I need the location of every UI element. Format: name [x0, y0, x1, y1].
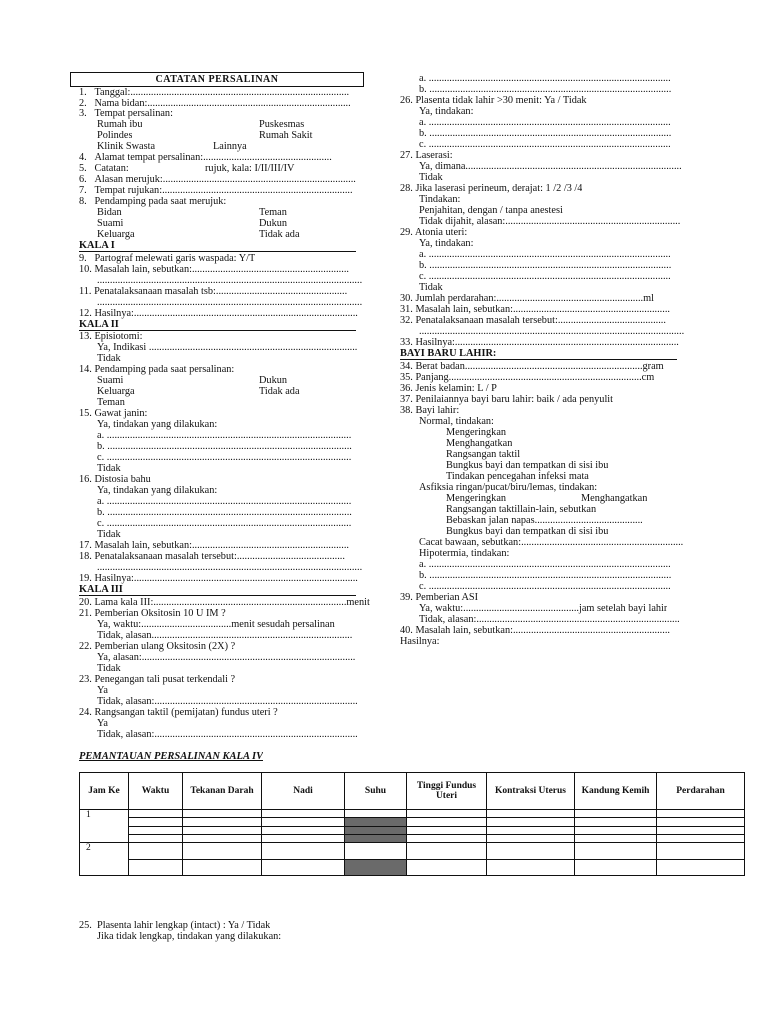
field-line-b[interactable]: b. ...............................................................................................: [97, 441, 352, 452]
option-dukun[interactable]: Dukun: [259, 375, 288, 386]
shaded-cell: [345, 859, 407, 876]
option-penjahitan[interactable]: Penjahitan, dengan / tanpa anestesi: [419, 205, 563, 216]
table-cell[interactable]: [487, 810, 575, 818]
field-alasan[interactable]: Ya, alasan:...................................................................................: [97, 652, 356, 663]
option-rumah-sakit[interactable]: Rumah Sakit: [259, 130, 313, 141]
jam-cell-2: 2: [80, 843, 129, 876]
field-alasan[interactable]: Tidak, alasan:...............................................................................: [97, 729, 358, 740]
option-ya[interactable]: Ya: [97, 685, 108, 696]
col-jam-ke: Jam Ke: [80, 773, 129, 810]
field-masalah-lain-4[interactable]: 40. Masalah lain, sebutkan:.............................................................: [400, 625, 670, 636]
section-kala-3: KALA III: [79, 584, 123, 595]
table-cell[interactable]: [183, 810, 262, 818]
table-cell[interactable]: [657, 818, 745, 826]
table-cell[interactable]: [262, 859, 345, 876]
option-normal[interactable]: Normal, tindakan:: [419, 416, 494, 427]
field-tempat-rujukan[interactable]: 7. Tempat rujukan:..........................................................................: [79, 185, 353, 196]
option-rangsangan-taktil-lain[interactable]: Rangsangan taktillain-lain, sebutkan: [446, 504, 597, 515]
table-cell[interactable]: [183, 826, 262, 834]
table-row: [80, 859, 745, 876]
table-cell[interactable]: [183, 843, 262, 860]
field-hipotermia: Hipotermia, tindakan:: [419, 548, 510, 559]
field-partograf[interactable]: 9. Partograf melewati garis waspada: Y/T: [79, 253, 256, 264]
field-line-a[interactable]: a. ...............................................................................................: [97, 496, 352, 507]
field-penatalaksanaan-1[interactable]: 11. Penatalaksanaan masalah tsb:...................................................: [79, 286, 348, 297]
field-line[interactable]: .......................................................................................................: [97, 275, 363, 286]
option-tidak[interactable]: Tidak: [97, 463, 121, 474]
table-cell[interactable]: [262, 818, 345, 826]
field-penatalaksanaan-2[interactable]: 18. Penatalaksanaan masalah tersebut:..........................................: [79, 551, 345, 562]
table-cell[interactable]: [657, 834, 745, 842]
option-tidak[interactable]: Tidak: [97, 663, 121, 674]
field-line[interactable]: .......................................................................................................: [419, 326, 685, 337]
option-keluarga[interactable]: Keluarga: [97, 229, 135, 240]
option-mengeringkan[interactable]: Mengeringkan: [446, 427, 507, 438]
table-cell[interactable]: [345, 810, 407, 818]
field-gawat-janin: 15. Gawat janin:: [79, 408, 148, 419]
field-tindakan: Ya, tindakan:: [419, 106, 474, 117]
table-cell[interactable]: [129, 818, 183, 826]
kala4-title: PEMANTAUAN PERSALINAN KALA IV: [79, 751, 264, 762]
table-cell[interactable]: [262, 826, 345, 834]
option-tidak-ada[interactable]: Tidak ada: [259, 229, 300, 240]
col-suhu: Suhu: [345, 773, 407, 810]
field-alasan[interactable]: Tidak, alasan:...............................................................................: [419, 614, 680, 625]
table-cell[interactable]: [262, 843, 345, 860]
option-puskesmas[interactable]: Puskesmas: [259, 119, 305, 130]
field-line[interactable]: .......................................................................................................: [97, 562, 363, 573]
field-rangsangan-taktil: 24. Rangsangan taktil (pemijatan) fundus uteri ?: [79, 707, 278, 718]
field-oksitosin-ulang: 22. Pemberian ulang Oksitosin (2X) ?: [79, 641, 236, 652]
option-klinik-swasta[interactable]: Klinik Swasta: [97, 141, 156, 152]
field-berat-badan[interactable]: 34. Berat badan.....................................................................gram: [400, 361, 664, 372]
shaded-cell: [345, 818, 407, 826]
field-nama-bidan[interactable]: 2. Nama bidan:...............................................................................: [79, 98, 351, 109]
field-masalah-lain-2[interactable]: 17. Masalah lain, sebutkan:.............................................................: [79, 540, 349, 551]
section-kala-2: KALA II: [79, 319, 119, 330]
field-hasilnya-2[interactable]: 19. Hasilnya:.......................................................................................: [79, 573, 358, 584]
col-kandung-kemih: Kandung Kemih: [575, 773, 657, 810]
option-asfiksia[interactable]: Asfiksia ringan/pucat/biru/lemas, tindakan:: [419, 482, 598, 493]
field-oksitosin: 21. Pemberian Oksitosin 10 U IM ?: [79, 608, 226, 619]
field-hasilnya-1[interactable]: 12. Hasilnya:.......................................................................................: [79, 308, 358, 319]
option-pencegahan-infeksi[interactable]: Tindakan pencegahan infeksi mata: [446, 471, 589, 482]
table-cell[interactable]: [487, 826, 575, 834]
table-cell[interactable]: [487, 834, 575, 842]
field-pendamping-merujuk: 8. Pendamping pada saat merujuk:: [79, 196, 227, 207]
option-tidak[interactable]: Tidak: [419, 172, 443, 183]
option-rumah-ibu[interactable]: Rumah ibu: [97, 119, 143, 130]
option-bungkus-bayi[interactable]: Bungkus bayi dan tempatkan di sisi ibu: [446, 526, 609, 537]
field-tindakan: Ya, tindakan yang dilakukan:: [97, 485, 218, 496]
field-line-b[interactable]: b. ..............................................................................................: [419, 128, 672, 139]
kala4-table: [79, 772, 745, 876]
field-alamat[interactable]: 4. Alamat tempat persalinan:..................................................: [79, 152, 332, 163]
field-tali-pusat: 23. Penegangan tali pusat terkendali ?: [79, 674, 236, 685]
option-tidak[interactable]: Tidak: [419, 282, 443, 293]
field-alasan-merujuk[interactable]: 6. Alasan merujuk:...........................................................................: [79, 174, 356, 185]
field-bayi-lahir: 38. Bayi lahir:: [400, 405, 460, 416]
field-alasan[interactable]: Tidak, alasan:...............................................................................: [97, 696, 358, 707]
field-tindakan: Ya, tindakan:: [419, 238, 474, 249]
table-cell[interactable]: [407, 843, 487, 860]
field-tindakan: Ya, tindakan yang dilakukan:: [97, 419, 218, 430]
field-line-b[interactable]: b. ..............................................................................................: [419, 570, 672, 581]
jam-cell-1: 1: [80, 810, 129, 843]
field-penatalaksanaan-3[interactable]: 32. Penatalaksanaan masalah tersebut:..........................................: [400, 315, 666, 326]
table-row: [80, 826, 745, 834]
field-tindakan-tidak-lengkap[interactable]: Jika tidak lengkap, tindakan yang dilakukan:: [97, 931, 282, 942]
field-episiotomi: 13. Episiotomi:: [79, 331, 143, 342]
field-line-c[interactable]: c. ..............................................................................................: [419, 271, 671, 282]
table-cell[interactable]: [262, 810, 345, 818]
table-cell[interactable]: [183, 859, 262, 876]
table-cell[interactable]: [129, 810, 183, 818]
table-cell[interactable]: [657, 826, 745, 834]
table-cell[interactable]: [575, 810, 657, 818]
table-cell[interactable]: [487, 818, 575, 826]
option-polindes[interactable]: Polindes: [97, 130, 133, 141]
table-cell[interactable]: [575, 834, 657, 842]
form-title-box: [70, 72, 364, 87]
divider: [400, 359, 677, 360]
col-kontraksi: Kontraksi Uterus: [487, 773, 575, 810]
table-cell[interactable]: [657, 843, 745, 860]
option-keluarga[interactable]: Keluarga: [97, 386, 135, 397]
field-alasan[interactable]: Tidak, alasan..............................................................................: [97, 630, 353, 641]
table-cell[interactable]: [575, 859, 657, 876]
table-cell[interactable]: [407, 826, 487, 834]
field-catatan: 5. Catatan:: [79, 163, 129, 174]
field-indikasi[interactable]: Ya, Indikasi .................................................................................: [97, 342, 358, 353]
option-tidak[interactable]: Tidak: [97, 529, 121, 540]
shaded-cell: [345, 834, 407, 842]
field-plasenta-lengkap[interactable]: 25. Plasenta lahir lengkap (intact) : Ya / Tidak: [79, 920, 271, 931]
option-tidak-ada[interactable]: Tidak ada: [259, 386, 300, 397]
table-cell[interactable]: [129, 859, 183, 876]
field-line-c[interactable]: c. ...............................................................................................: [97, 452, 352, 463]
table-cell[interactable]: [575, 818, 657, 826]
col-waktu: Waktu: [129, 773, 183, 810]
field-lama-kala-3[interactable]: 20. Lama kala III:...........................................................................menit: [79, 597, 370, 608]
table-cell[interactable]: [487, 843, 575, 860]
field-tindakan: Tindakan:: [419, 194, 461, 205]
option-suami[interactable]: Suami: [97, 375, 124, 386]
option-teman[interactable]: Teman: [259, 207, 287, 218]
field-atonia-uteri: 29. Atonia uteri:: [400, 227, 468, 238]
field-plasenta-tidak-lahir[interactable]: 26. Plasenta tidak lahir >30 menit: Ya / Tidak: [400, 95, 587, 106]
shaded-cell: [345, 826, 407, 834]
field-line-b[interactable]: b. ...............................................................................................: [97, 507, 352, 518]
col-tinggi-fundus: Tinggi Fundus Uteri: [407, 773, 487, 810]
table-cell[interactable]: [262, 834, 345, 842]
table-row: [80, 834, 745, 842]
table-row: [80, 843, 745, 860]
table-cell[interactable]: [575, 826, 657, 834]
option-rangsangan-taktil[interactable]: Rangsangan taktil: [446, 449, 521, 460]
option-bebaskan-jalan-napas[interactable]: Bebaskan jalan napas..........................................: [446, 515, 643, 526]
field-masalah-lain-1[interactable]: 10. Masalah lain, sebutkan:.............................................................: [79, 264, 349, 275]
col-nadi: Nadi: [262, 773, 345, 810]
field-line-c[interactable]: c. ..............................................................................................: [419, 139, 671, 150]
field-line-c[interactable]: c. ...............................................................................................: [97, 518, 352, 529]
field-rujuk-kala[interactable]: rujuk, kala: I/II/III/IV: [205, 163, 295, 174]
option-suami[interactable]: Suami: [97, 218, 124, 229]
field-line-a[interactable]: a. ..............................................................................................: [419, 117, 671, 128]
field-line-a[interactable]: a. ...............................................................................................: [97, 430, 352, 441]
table-cell[interactable]: [575, 843, 657, 860]
table-cell[interactable]: [183, 818, 262, 826]
divider: [79, 251, 356, 252]
table-cell[interactable]: [129, 843, 183, 860]
table-cell[interactable]: [129, 834, 183, 842]
field-tidak-dijahit[interactable]: Tidak dijahit, alasan:....................................................................: [419, 216, 681, 227]
table-cell[interactable]: [407, 810, 487, 818]
option-ya[interactable]: Ya: [97, 718, 108, 729]
field-penilaian[interactable]: 37. Penilaiannya bayi baru lahir: baik / ada penyulit: [400, 394, 614, 405]
section-kala-1: KALA I: [79, 240, 115, 251]
table-cell[interactable]: [129, 826, 183, 834]
field-dimana[interactable]: Ya, dimana....................................................................................: [419, 161, 682, 172]
field-line-b[interactable]: b. ..............................................................................................: [419, 84, 672, 95]
form-title: CATATAN PERSALINAN: [155, 74, 279, 85]
col-tekanan-darah: Tekanan Darah: [183, 773, 262, 810]
field-hasilnya-3[interactable]: 33. Hasilnya:.......................................................................................: [400, 337, 679, 348]
field-pemberian-asi: 39. Pemberian ASI: [400, 592, 479, 603]
table-cell[interactable]: [657, 859, 745, 876]
option-menghangatkan[interactable]: Menghangatkan: [446, 438, 513, 449]
field-masalah-lain-3[interactable]: 31. Masalah lain, sebutkan:.............................................................: [400, 304, 670, 315]
table-cell[interactable]: [657, 810, 745, 818]
table-cell[interactable]: [407, 834, 487, 842]
field-pendamping-persalinan: 14. Pendamping pada saat persalinan:: [79, 364, 235, 375]
divider: [79, 595, 356, 596]
field-tempat-persalinan: 3. Tempat persalinan:: [79, 108, 173, 119]
option-bungkus-bayi[interactable]: Bungkus bayi dan tempatkan di sisi ibu: [446, 460, 609, 471]
option-lainnya[interactable]: Lainnya: [213, 141, 247, 152]
field-jenis-kelamin[interactable]: 36. Jenis kelamin: L / P: [400, 383, 497, 394]
field-line-a[interactable]: a. ..............................................................................................: [419, 559, 671, 570]
section-bayi-baru-lahir: BAYI BARU LAHIR:: [400, 348, 497, 359]
table-row: [80, 818, 745, 826]
field-panjang[interactable]: 35. Panjang...........................................................................cm: [400, 372, 655, 383]
col-perdarahan: Perdarahan: [657, 773, 745, 810]
table-cell[interactable]: [345, 843, 407, 860]
option-bidan[interactable]: Bidan: [97, 207, 122, 218]
field-cacat-bawaan[interactable]: Cacat bawaan, sebutkan:...............................................................: [419, 537, 684, 548]
option-dukun[interactable]: Dukun: [259, 218, 288, 229]
table-cell[interactable]: [487, 859, 575, 876]
table-cell[interactable]: [407, 818, 487, 826]
option-teman[interactable]: Teman: [97, 397, 125, 408]
field-line-b[interactable]: b. ..............................................................................................: [419, 260, 672, 271]
field-waktu-asi[interactable]: Ya, waktu:.............................................jam setelah bayi lahir: [419, 603, 668, 614]
field-hasilnya-4[interactable]: Hasilnya:: [400, 636, 440, 647]
table-cell[interactable]: [407, 859, 487, 876]
field-line-c[interactable]: c. ..............................................................................................: [419, 581, 671, 592]
field-waktu-oksitosin[interactable]: Ya, waktu:...................................menit sesudah persalinan: [97, 619, 335, 630]
table-cell[interactable]: [183, 834, 262, 842]
field-jumlah-perdarahan[interactable]: 30. Jumlah perdarahan:.........................................................ml: [400, 293, 654, 304]
option-tidak[interactable]: Tidak: [97, 353, 121, 364]
field-derajat[interactable]: 28. Jika laserasi perineum, derajat: 1 /2 /3 /4: [400, 183, 583, 194]
option-menghangatkan[interactable]: Menghangatkan: [581, 493, 648, 504]
option-mengeringkan[interactable]: Mengeringkan: [446, 493, 507, 504]
table-row: [80, 810, 745, 818]
field-line[interactable]: .......................................................................................................: [97, 297, 363, 308]
field-tanggal[interactable]: 1. Tanggal:.....................................................................................: [79, 87, 350, 98]
field-distosia-bahu: 16. Distosia bahu: [79, 474, 151, 485]
field-laserasi: 27. Laserasi:: [400, 150, 453, 161]
field-line-a[interactable]: a. ..............................................................................................: [419, 249, 671, 260]
field-line-a[interactable]: a. ..............................................................................................: [419, 73, 671, 84]
